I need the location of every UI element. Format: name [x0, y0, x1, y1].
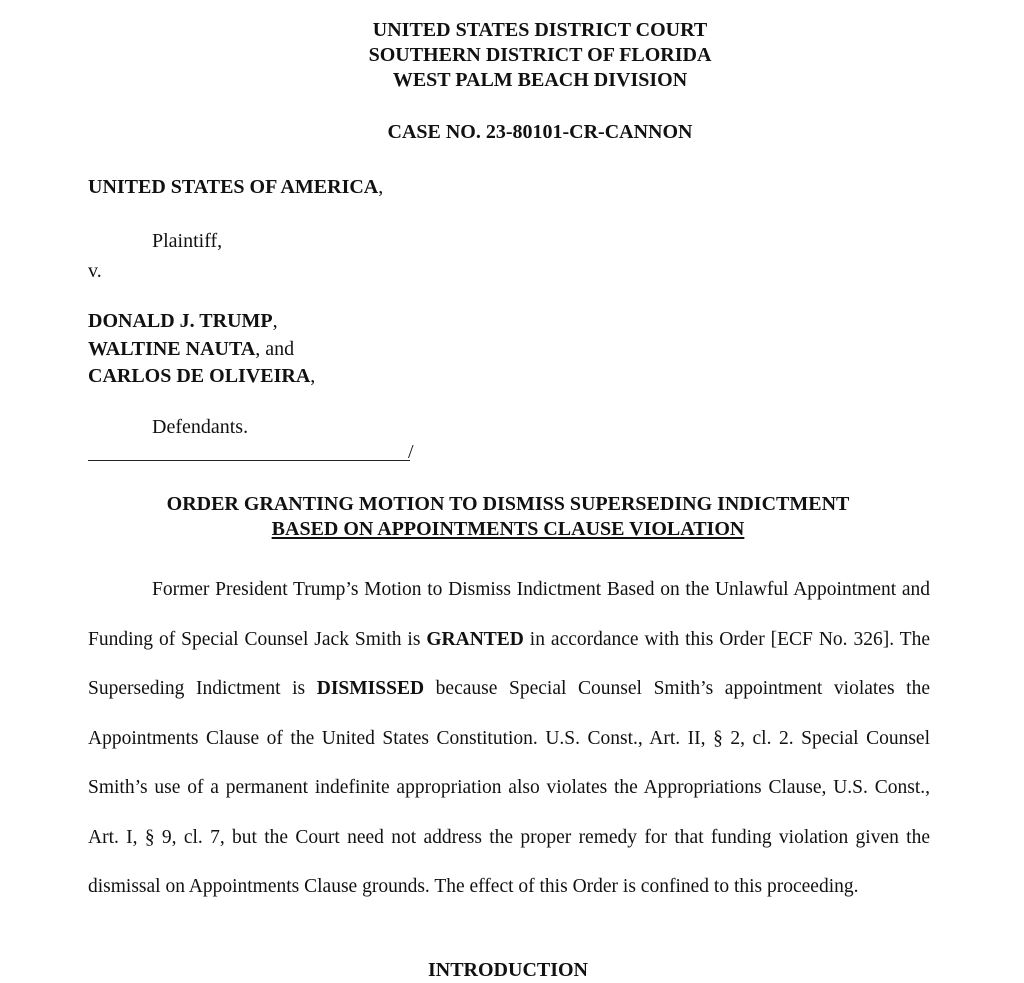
case-number: CASE NO. 23-80101-CR-CANNON	[387, 121, 693, 143]
defendant-3-name: CARLOS DE OLIVEIRA	[88, 365, 311, 387]
defendant-2	[88, 336, 315, 364]
plaintiff-name-text: UNITED STATES OF AMERICA	[88, 176, 379, 198]
caption-slash: /	[408, 441, 414, 463]
plaintiff-comma: ,	[378, 176, 384, 198]
defendant-2-suffix: , and	[255, 337, 295, 360]
court-division: WEST PALM BEACH DIVISION	[392, 69, 688, 91]
court-name: UNITED STATES DISTRICT COURT	[372, 19, 708, 41]
order-title	[0, 492, 1016, 542]
body-text-part3: because Special Counsel Smith’s appointment violates the Appointments Clause of the United States Constitution. U.S. Const., Art. II, § 2, cl. 2. Special Counsel Smith’s use of a permanent indefinite appropriation also violates the Appropriations Clause, U.S. Const., Art. I, § 9, cl. 7, but the Court need not address the proper remedy for that funding violation given the dismissal on Appointments Clause grounds. The effect of this Order is confined to this proceeding.	[88, 678, 930, 897]
versus: v.	[88, 260, 102, 282]
defendant-3	[88, 363, 315, 391]
defendant-3-suffix: ,	[310, 365, 316, 387]
defendants-list	[88, 308, 315, 391]
body-text-part2: in accordance with this Order [ECF No. 326]. The Superseding Indictment is	[88, 628, 930, 699]
plaintiff-name	[88, 174, 383, 200]
defendant-1-suffix: ,	[272, 310, 278, 332]
defendants-role: Defendants.	[152, 416, 249, 438]
order-title-line2-text: BASED ON APPOINTMENTS CLAUSE VIOLATION	[271, 518, 745, 540]
body-text-part1: Former President Trump’s Motion to Dismiss Indictment Based on the Unlawful Appointment and Funding of Special Counsel Jack Smith is	[88, 579, 930, 650]
defendant-1	[88, 308, 315, 336]
caption-divider-line	[88, 436, 410, 461]
dismissed-emphasis: DISMISSED	[316, 678, 425, 699]
defendant-1-name: DONALD J. TRUMP	[88, 310, 273, 332]
court-header	[0, 18, 1024, 93]
order-body-paragraph	[88, 565, 930, 912]
granted-emphasis: GRANTED	[426, 628, 524, 650]
court-district: SOUTHERN DISTRICT OF FLORIDA	[368, 44, 712, 66]
defendant-2-name: WALTINE NAUTA	[88, 337, 256, 360]
order-title-line2	[0, 517, 1016, 542]
order-title-line1: ORDER GRANTING MOTION TO DISMISS SUPERSEDING INDICTMENT	[166, 493, 850, 515]
introduction-heading: INTRODUCTION	[427, 959, 589, 981]
plaintiff-role: Plaintiff,	[152, 230, 223, 252]
